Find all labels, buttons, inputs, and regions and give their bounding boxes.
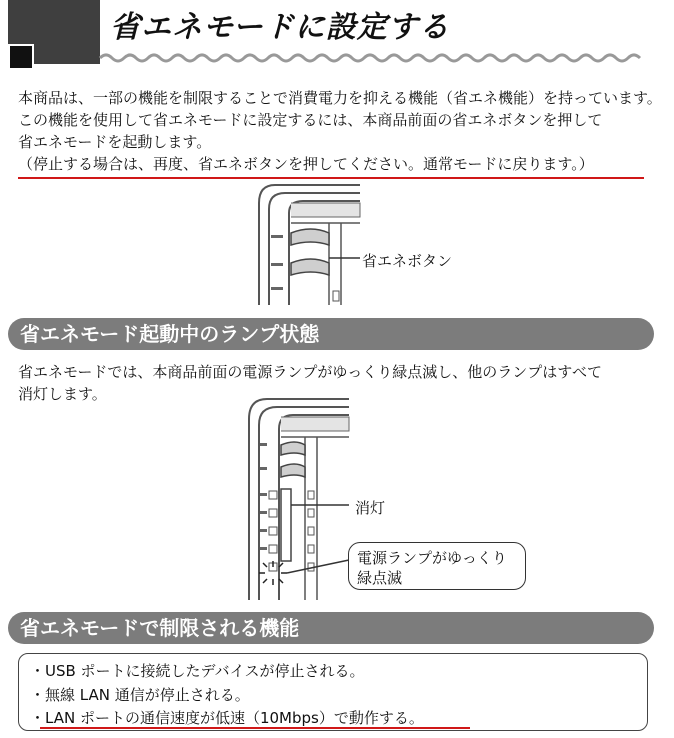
red-underline-lan	[40, 727, 470, 729]
list-item-usb: ・USB ポートに接続したデバイスが停止される。	[30, 662, 365, 680]
section1-line-1: 省エネモードでは、本商品前面の電源ランプがゆっくり緑点滅し、他のランプはすべて	[18, 363, 602, 381]
router-lamp-figure	[245, 395, 355, 600]
eco-button-callout: 省エネボタン	[362, 252, 453, 270]
list-item-lan-speed: ・LAN ポートの通信速度が低速（10Mbps）で動作する。	[30, 709, 424, 727]
list-item-wireless: ・無線 LAN 通信が停止される。	[30, 686, 250, 704]
intro-line-1: 本商品は、一部の機能を制限することで消費電力を抑える機能（省エネ機能）を持っています。	[18, 89, 662, 107]
intro-line-3: 省エネモードを起動します。	[18, 133, 212, 151]
intro-line-4: （停止する場合は、再度、省エネボタンを押してください。通常モードに戻ります。）	[18, 155, 594, 173]
red-underline	[18, 177, 644, 179]
page-title: 省エネモードに設定する	[110, 10, 450, 45]
power-lamp-callout-line-1: 電源ランプがゆっくり	[357, 549, 507, 567]
power-lamp-callout-box	[348, 542, 526, 590]
section-heading-lamp-status: 省エネモード起動中のランプ状態	[8, 318, 654, 350]
section-heading-restricted-features: 省エネモードで制限される機能	[8, 612, 654, 644]
lamps-off-callout: 消灯	[355, 499, 386, 517]
router-eco-button-figure	[255, 183, 365, 305]
power-lamp-callout-line-2: 緑点滅	[357, 569, 403, 587]
intro-line-2: この機能を使用して省エネモードに設定するには、本商品前面の省エネボタンを押して	[18, 111, 603, 129]
wavy-divider	[0, 46, 674, 70]
section1-line-2: 消灯します。	[18, 385, 107, 403]
